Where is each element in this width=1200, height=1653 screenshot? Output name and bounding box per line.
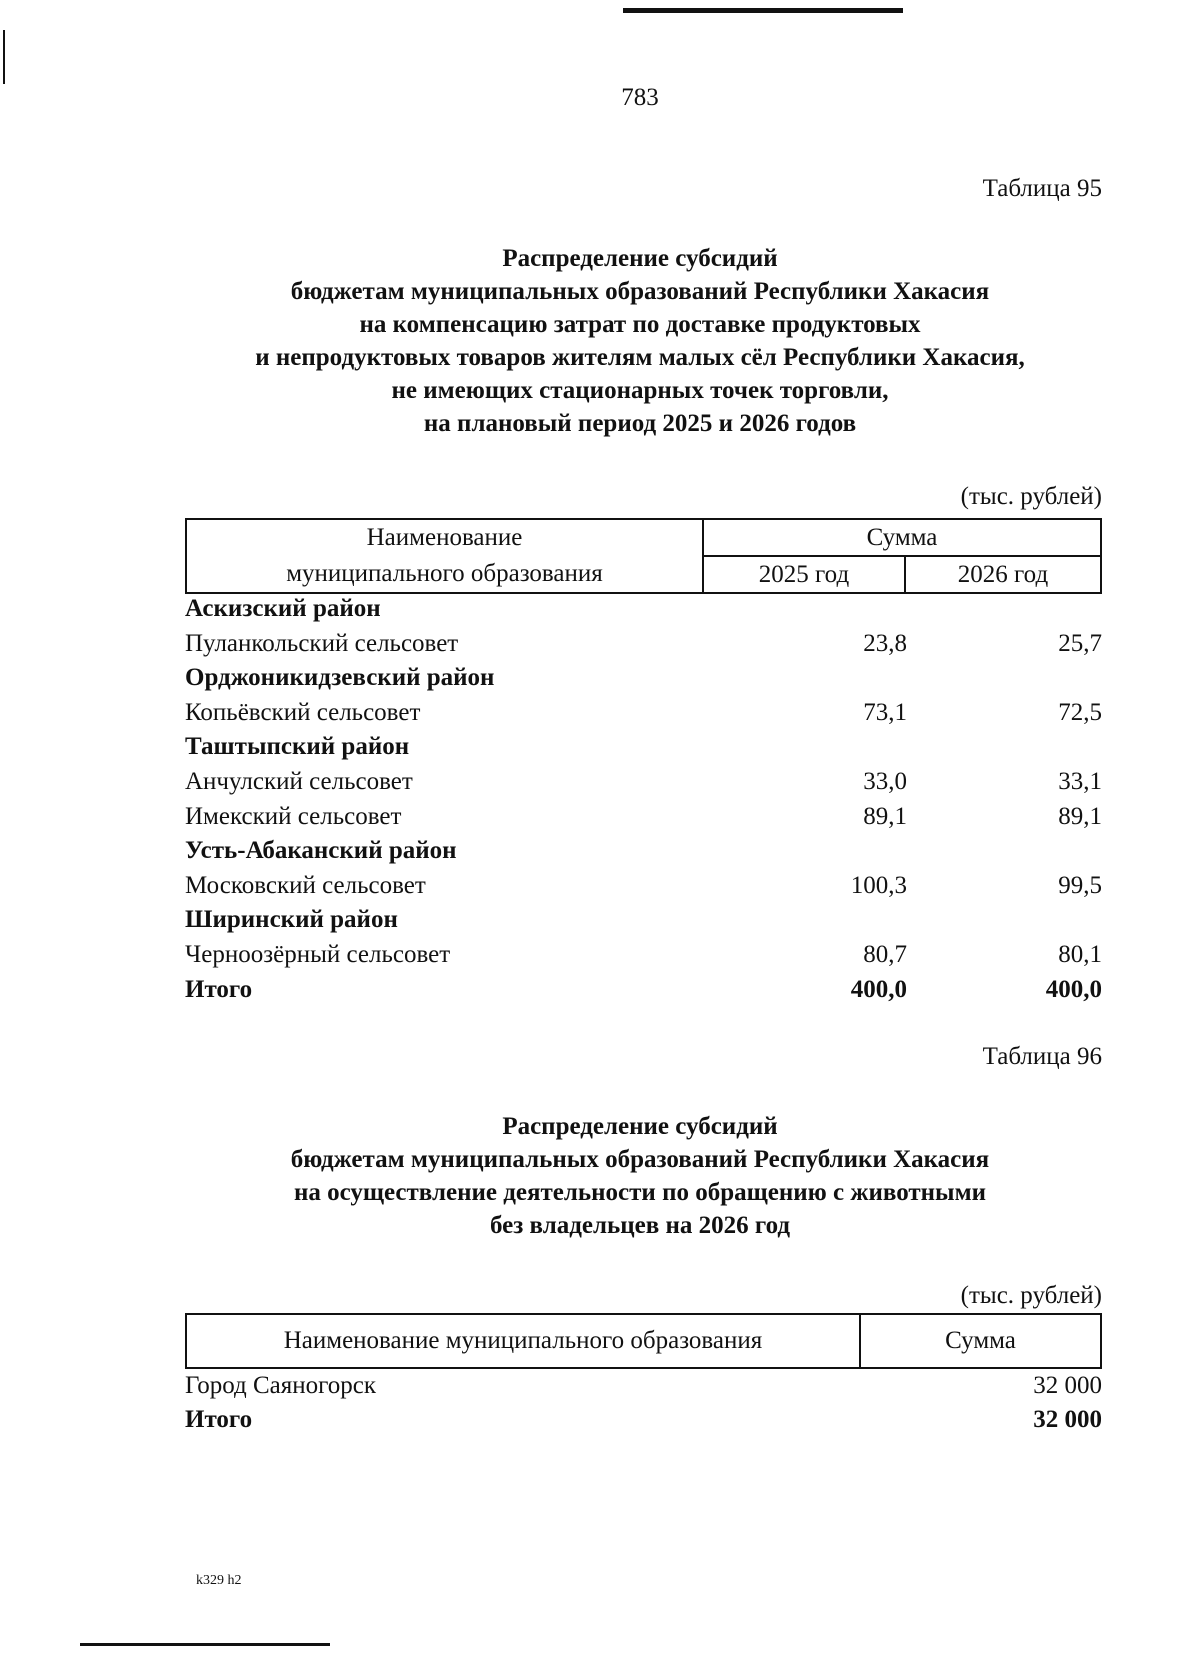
row-value-2025: 23,8 [863, 630, 907, 657]
title-line: не имеющих стационарных точек торговли, [391, 377, 889, 404]
table-row [185, 595, 1102, 628]
row-name: Ширинский район [185, 906, 398, 933]
title-line: и непродуктовых товаров жителям малых сёл Республики Хакасия, [255, 344, 1025, 371]
row-name: Анчулский сельсовет [185, 768, 413, 795]
row-name: Итого [185, 976, 253, 1003]
table-row [185, 941, 1102, 974]
header-name-line2: муниципального образования [286, 560, 603, 587]
row-value-sum: 32 000 [1033, 1406, 1102, 1433]
row-name: Московский сельсовет [185, 872, 426, 899]
header-sum-cell: Сумма [860, 1314, 1101, 1368]
row-name: Таштыпский район [185, 733, 410, 760]
row-value-sum: 32 000 [1033, 1372, 1102, 1399]
row-name: Пуланкольский сельсовет [185, 630, 459, 657]
table-row [185, 733, 1102, 766]
table-row [185, 872, 1102, 905]
table-row [185, 664, 1102, 697]
table-96-title [170, 1110, 1110, 1242]
header-year-2026: 2026 год [905, 556, 1101, 593]
row-name: Имекский сельсовет [185, 803, 402, 830]
title-line: на осуществление деятельности по обращению с животными [293, 1179, 987, 1206]
row-name: Город Саяногорск [185, 1372, 377, 1399]
row-name: Аскизский район [185, 595, 381, 622]
table-row [185, 1372, 1102, 1405]
title-line: Распределение субсидий [502, 245, 778, 272]
header-name-line1: Наименование [366, 524, 523, 551]
row-value-2025: 80,7 [863, 941, 907, 968]
scan-top-bar [623, 8, 903, 13]
table-96-header [185, 1313, 1102, 1369]
table-row [185, 630, 1102, 663]
table-96-label: Таблица 96 [982, 1043, 1102, 1070]
title-line: без владельцев на 2026 год [489, 1212, 791, 1239]
title-line: Распределение субсидий [502, 1113, 778, 1140]
row-value-2025: 33,0 [863, 768, 907, 795]
table-row [185, 699, 1102, 732]
footer-code: k329 h2 [196, 1573, 242, 1588]
row-name: Итого [185, 1406, 253, 1433]
scan-left-edge-line [3, 30, 5, 84]
scan-bottom-bar [80, 1643, 330, 1646]
title-line: на компенсацию затрат по доставке продуктовых [359, 311, 921, 338]
table-row [185, 768, 1102, 801]
row-value-2026: 33,1 [1058, 768, 1102, 795]
row-name: Орджоникидзевский район [185, 664, 495, 691]
table-95-title [170, 242, 1110, 440]
table-row [185, 906, 1102, 939]
row-value-2025: 89,1 [863, 803, 907, 830]
row-value-2026: 80,1 [1058, 941, 1102, 968]
row-value-2026: 99,5 [1058, 872, 1102, 899]
table-95-units: (тыс. рублей) [960, 483, 1102, 510]
row-name: Черноозёрный сельсовет [185, 941, 451, 968]
header-name-cell [186, 519, 703, 593]
title-line: на плановый период 2025 и 2026 годов [423, 410, 857, 437]
row-value-2026: 72,5 [1058, 699, 1102, 726]
table-95-label: Таблица 95 [982, 175, 1102, 202]
table-row [185, 837, 1102, 870]
table-96-units: (тыс. рублей) [960, 1282, 1102, 1309]
table-total-row [185, 1406, 1102, 1439]
row-value-2026: 400,0 [1045, 976, 1102, 1003]
row-value-2026: 25,7 [1058, 630, 1102, 657]
header-name-cell: Наименование муниципального образования [186, 1314, 860, 1368]
header-sum-cell: Сумма [703, 519, 1101, 556]
table-total-row [185, 976, 1102, 1009]
table-95-header [185, 518, 1102, 594]
title-line: бюджетам муниципальных образований Республики Хакасия [290, 1146, 990, 1173]
page-number: 783 [621, 84, 659, 111]
row-name: Копьёвский сельсовет [185, 699, 421, 726]
table-row [185, 803, 1102, 836]
title-line: бюджетам муниципальных образований Республики Хакасия [290, 278, 990, 305]
row-value-2025: 100,3 [850, 872, 907, 899]
row-name: Усть-Абаканский район [185, 837, 457, 864]
row-value-2025: 73,1 [863, 699, 907, 726]
row-value-2026: 89,1 [1058, 803, 1102, 830]
row-value-2025: 400,0 [850, 976, 907, 1003]
header-year-2025: 2025 год [703, 556, 905, 593]
